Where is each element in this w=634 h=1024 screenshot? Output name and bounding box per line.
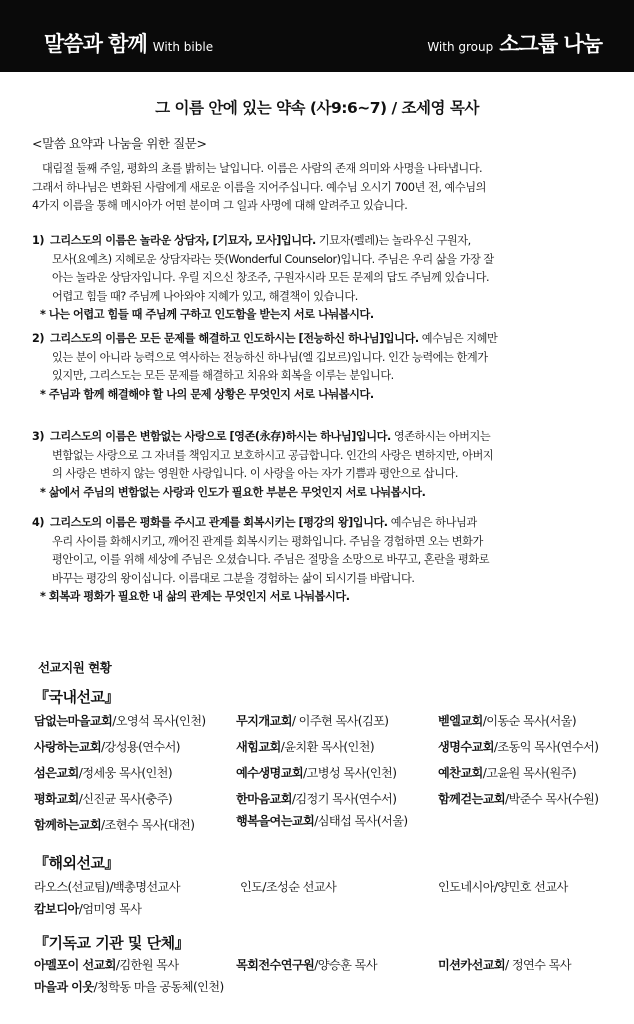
mission-entry: 한마음교회/김정기 목사(연수서) (236, 792, 397, 806)
point-2 (32, 330, 634, 404)
mission-entry: 함께걷는교회/박준수 목사(수원) (438, 792, 599, 806)
mission-entry: 새힘교회/윤치환 목사(인천) (236, 740, 375, 754)
mission-entry: 인도/조성순 선교사 (240, 880, 337, 894)
intro-line: 대림절 둘째 주일, 평화의 초를 밝히는 날입니다. 이름은 사람의 존재 의미와 사명을 나타냅니다. (42, 162, 483, 175)
mission-entry: 무지개교회/ 이주현 목사(김포) (236, 714, 389, 728)
point-lead: 그리스도의 이름은 놀라운 상담자, [기묘자, 모사]입니다. (50, 234, 316, 247)
mission-entry: 인도네시아/양민호 선교사 (438, 880, 568, 894)
point-lead: 그리스도의 이름은 모든 문제를 해결하고 인도하시는 [전능하신 하나님]입니다. (50, 332, 419, 345)
point-number: 1) (32, 234, 44, 247)
sermon-title: 그 이름 안에 있는 약속 (사9:6~7) / 조세영 목사 (155, 99, 479, 117)
point-text: 예수님은 지혜만 (418, 332, 498, 345)
header-right-subtitle: With group (427, 40, 494, 54)
point-line: 변함없는 사랑으로 그 자녀를 책임지고 보호하시고 공급합니다. 인간의 사랑은 변하지만, 아버지 (52, 448, 494, 462)
point-line: 우리 사이를 화해시키고, 깨어진 관계를 회복시키는 평화입니다. 주님을 경험하면 오는 변화가 (52, 534, 483, 548)
point-1 (32, 232, 634, 325)
organizations-title: 『기독교 기관 및 단체』 (34, 934, 190, 952)
point-line: 있는 분이 아니라 능력으로 역사하는 전능하신 하나님(엘 깁보르)입니다. 인간 능력에는 한계가 (52, 350, 488, 364)
mission-entry: 행복을여는교회/심태섭 목사(서울) (236, 814, 408, 828)
point-lead: 그리스도의 이름은 변함없는 사랑으로 [영존(永存)하시는 하나님]입니다. (50, 430, 391, 443)
domestic-missions-title: 『국내선교』 (34, 688, 119, 706)
mission-entry: 사랑하는교회/강성용(연수서) (34, 740, 180, 754)
mission-entry: 섬은교회/정세웅 목사(인천) (34, 766, 173, 780)
overseas-missions-title: 『해외선교』 (34, 854, 119, 872)
mission-entry: 마을과 이웃/청학동 마을 공동체(인천) (34, 980, 224, 994)
point-text: 영존하시는 아버지는 (390, 430, 491, 443)
mission-entry: 예수생명교회/고병성 목사(인천) (236, 766, 397, 780)
mission-entry: 미션카선교회/ 정연수 목사 (438, 958, 571, 972)
point-number: 4) (32, 516, 44, 529)
point-4 (32, 514, 634, 607)
mission-entry: 아멜포이 선교회/김한원 목사 (34, 958, 179, 972)
point-lead: 그리스도의 이름은 평화를 주시고 관계를 회복시키는 [평강의 왕]입니다. (50, 516, 388, 529)
mission-entry: 벧엘교회/이동순 목사(서울) (438, 714, 577, 728)
mission-entry: 라오스(선교팀)/백총명선교사 (34, 880, 180, 894)
point-question: * 삶에서 주님의 변함없는 사랑과 인도가 필요한 부분은 무엇인지 서로 나눠봅시다. (40, 485, 426, 499)
point-text: 기묘자(펠레)는 놀라우신 구원자, (315, 234, 471, 247)
point-line: 아는 놀라운 상담자입니다. 우릴 지으신 창조주, 구원자시라 모든 문제의 답도 주님께 있습니다. (52, 271, 490, 284)
point-line: 어렵고 힘들 때? 주님께 나아와야 지혜가 있고, 해결책이 있습니다. (52, 289, 358, 303)
point-number: 2) (32, 332, 44, 345)
mission-entry: 목회전수연구원/양승훈 목사 (236, 958, 377, 972)
point-number: 3) (32, 430, 44, 443)
missions-heading: 선교지원 현황 (38, 660, 112, 675)
mission-entry: 생명수교회/조동익 목사(연수서) (438, 740, 599, 754)
point-line: 있지만, 그리스도는 모든 문제를 해결하고 치유와 회복을 이루는 분입니다. (52, 369, 394, 382)
mission-entry: 예찬교회/고윤원 목사(원주) (438, 766, 577, 780)
intro-line: 4가지 이름을 통해 메시아가 어떤 분이며 그 일과 사명에 대해 알려주고 있습니다. (32, 199, 408, 212)
header-left-subtitle: With bible (152, 40, 214, 54)
point-line: 바꾸는 평강의 왕이십니다. 이름대로 그분을 경험하는 삶이 되시기를 바랍니다. (52, 571, 415, 585)
section-heading: <말씀 요약과 나눔을 위한 질문> (32, 136, 207, 151)
point-text: 예수님은 하나님과 (387, 516, 477, 529)
mission-entry: 담없는마을교회/오영석 목사(인천) (34, 714, 206, 728)
point-question: * 나는 어렵고 힘들 때 주님께 구하고 인도함을 받는지 서로 나눠봅시다. (40, 308, 374, 321)
point-line: 모사(요예츠) 지혜로운 상담자라는 뜻(Wonderful Counselor)입니다. 주님은 우리 삶을 가장 잘 (52, 252, 494, 266)
mission-entry: 평화교회/신진균 목사(충주) (34, 792, 173, 806)
header-right-title: 소그룹 나눔 (499, 32, 602, 56)
point-question: * 회복과 평화가 필요한 내 삶의 관계는 무엇인지 서로 나눠봅시다. (40, 590, 350, 603)
point-line: 의 사랑은 변하지 않는 영원한 사랑입니다. 이 사랑을 아는 자가 기쁨과 평안으로 삽니다. (52, 467, 458, 480)
header-left-title: 말씀과 함께 (44, 32, 147, 56)
intro-line: 그래서 하나님은 변화된 사람에게 새로운 이름을 지어주십니다. 예수님 오시기 700년 전, 예수님의 (32, 180, 486, 194)
header-banner (0, 0, 634, 72)
point-3 (32, 428, 634, 502)
header-left (44, 28, 213, 58)
header-right (427, 28, 602, 58)
mission-entry: 함께하는교회/조현수 목사(대전) (34, 818, 195, 832)
point-question: * 주님과 함께 해결해야 할 나의 문제 상황은 무엇인지 서로 나눠봅시다. (40, 387, 374, 401)
point-line: 평안이고, 이를 위해 세상에 주님은 오셨습니다. 주님은 절망을 소망으로 바꾸고, 혼란을 평화로 (52, 553, 490, 566)
mission-entry: 캄보디아/엄미영 목사 (34, 902, 142, 916)
intro-paragraph (32, 160, 616, 216)
